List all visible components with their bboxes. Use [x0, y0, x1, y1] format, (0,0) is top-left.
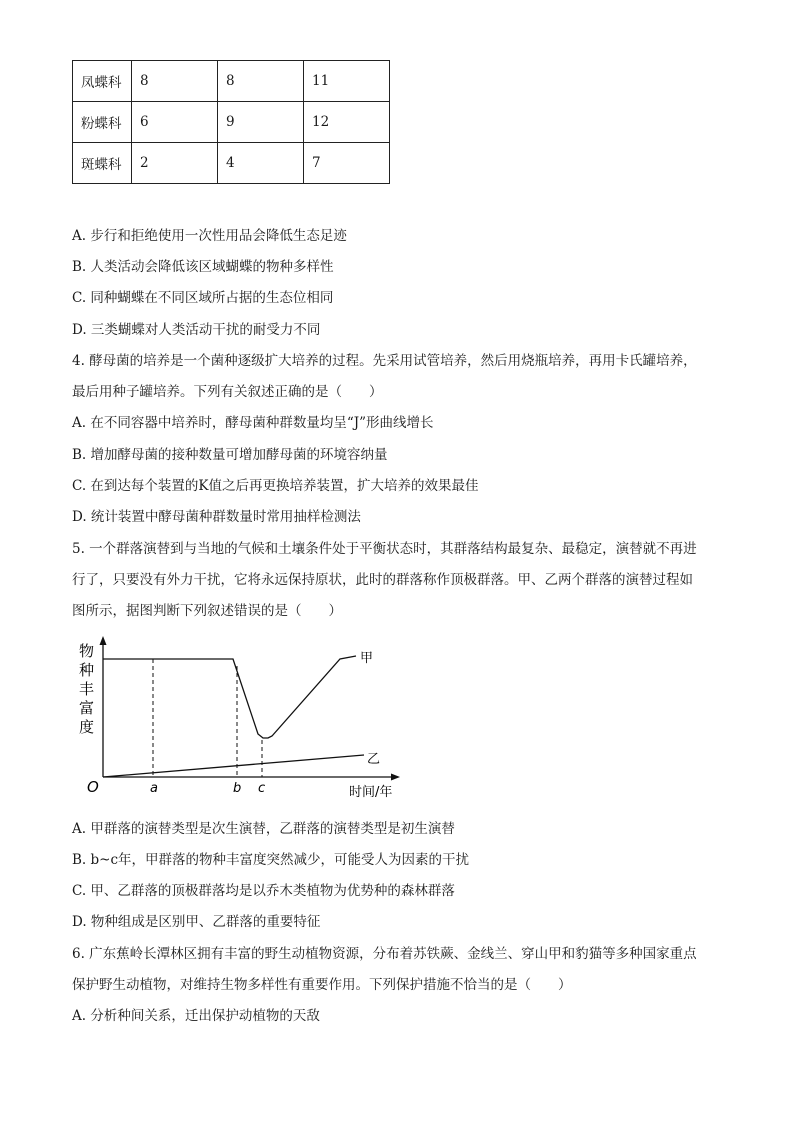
table-cell: 4: [218, 143, 304, 184]
succession-figure: [70, 636, 410, 804]
q6-stem-line1: 6. 广东蕉岭长潭林区拥有丰富的野生动植物资源，分布着苏铁蕨、金线兰、穿山甲和豹猫等多种国家重点: [72, 946, 697, 962]
x-axis-arrow: [391, 774, 400, 781]
origin-label: O: [87, 778, 99, 796]
ylabel-char: 种: [79, 661, 95, 679]
table-cell: 2: [132, 143, 218, 184]
ylabel-char: 度: [79, 718, 95, 736]
table-cell: 7: [304, 143, 390, 184]
q5-stem-line3: 图所示，据图判断下列叙述错误的是（ ）: [72, 603, 342, 619]
ylabel-char: 物: [79, 642, 95, 660]
q4-option-c: C. 在到达每个装置的K值之后再更换培养装置，扩大培养的效果最佳: [72, 478, 479, 494]
series-jia-curve: [103, 656, 356, 738]
ylabel-char: 富: [79, 699, 95, 717]
q3-option-c: C. 同种蝴蝶在不同区域所占据的生态位相同: [72, 290, 334, 306]
table-row: [73, 102, 390, 143]
table-cell: 6: [132, 102, 218, 143]
q5-option-a: A. 甲群落的演替类型是次生演替，乙群落的演替类型是初生演替: [72, 821, 455, 837]
q6-stem-line2: 保护野生动植物，对维持生物多样性有重要作用。下列保护措施不恰当的是（ ）: [72, 977, 572, 993]
q4-option-d: D. 统计装置中酵母菌种群数量时常用抽样检测法: [72, 509, 361, 525]
series-label-yi: 乙: [367, 752, 381, 767]
xlabel: 时间/年: [349, 785, 393, 800]
table-cell: 凤蝶科: [73, 61, 132, 102]
series-yi-curve: [103, 755, 364, 777]
q4-option-a: A. 在不同容器中培养时，酵母菌种群数量均呈“J”形曲线增长: [72, 415, 434, 431]
table-cell: 8: [218, 61, 304, 102]
table-cell: 9: [218, 102, 304, 143]
table-cell: 8: [132, 61, 218, 102]
table-row: [73, 61, 390, 102]
table-cell: 11: [304, 61, 390, 102]
table-cell: 斑蝶科: [73, 143, 132, 184]
q5-option-d: D. 物种组成是区别甲、乙群落的重要特征: [72, 914, 321, 930]
tick-c: c: [258, 781, 266, 796]
q4-option-b: B. 增加酵母菌的接种数量可增加酵母菌的环境容纳量: [72, 447, 388, 463]
q5-option-b: B. b~c年，甲群落的物种丰富度突然减少，可能受人为因素的干扰: [72, 852, 470, 868]
q3-option-b: B. 人类活动会降低该区域蝴蝶的物种多样性: [72, 259, 334, 275]
q5-stem-line2: 行了，只要没有外力干扰，它将永远保持原状，此时的群落称作顶极群落。甲、乙两个群落的演替过程如: [72, 572, 693, 588]
q3-option-d: D. 三类蝴蝶对人类活动干扰的耐受力不同: [72, 322, 321, 338]
series-label-jia: 甲: [360, 651, 374, 666]
butterfly-table: [72, 60, 390, 184]
q3-option-a: A. 步行和拒绝使用一次性用品会降低生态足迹: [72, 228, 347, 244]
table-row: [73, 143, 390, 184]
tick-b: b: [233, 781, 242, 796]
ylabel-char: 丰: [79, 680, 95, 698]
tick-a: a: [150, 781, 158, 796]
q5-option-c: C. 甲、乙群落的顶极群落均是以乔木类植物为优势种的森林群落: [72, 883, 455, 899]
table-cell: 粉蝶科: [73, 102, 132, 143]
q6-option-a: A. 分析种间关系，迁出保护动植物的天敌: [72, 1008, 320, 1024]
q5-stem-line1: 5. 一个群落演替到与当地的气候和土壤条件处于平衡状态时，其群落结构最复杂、最稳定，演替就不再进: [72, 541, 697, 557]
table-cell: 12: [304, 102, 390, 143]
y-axis-arrow: [100, 636, 107, 645]
q4-stem-line1: 4. 酵母菌的培养是一个菌种逐级扩大培养的过程。先采用试管培养，然后用烧瓶培养，再用卡氏罐培养，: [72, 353, 697, 369]
q4-stem-line2: 最后用种子罐培养。下列有关叙述正确的是（ ）: [72, 384, 383, 400]
